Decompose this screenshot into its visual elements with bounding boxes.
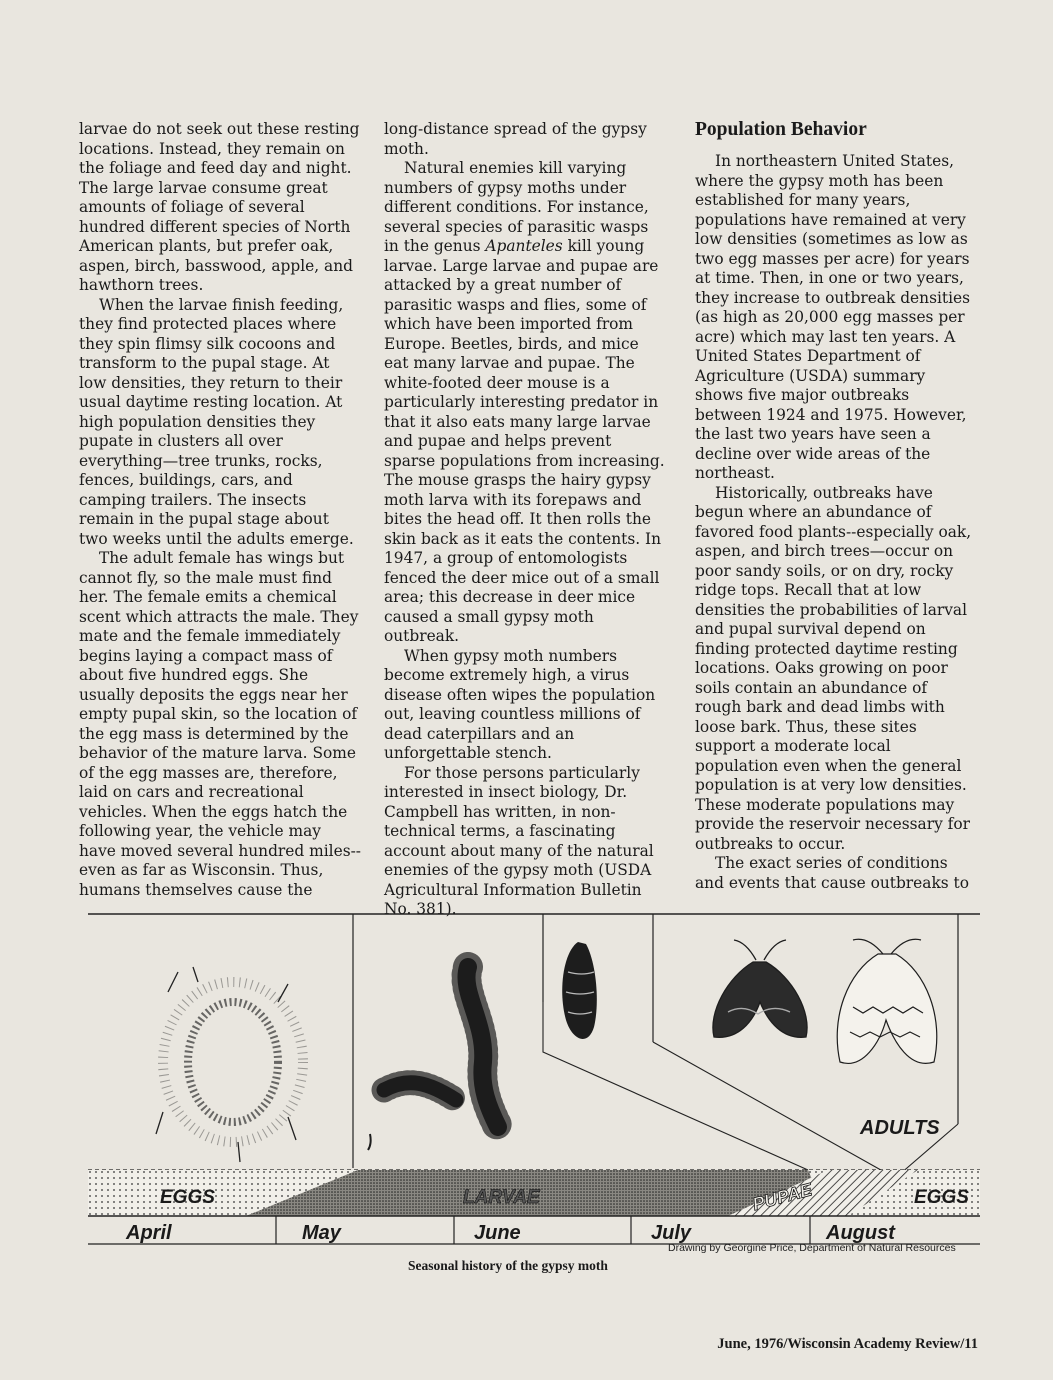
- stage-label-eggs-end: EGGS: [914, 1187, 969, 1208]
- month-label-june: June: [474, 1222, 521, 1244]
- month-label-may: May: [302, 1222, 341, 1244]
- paragraph: The adult female has wings but cannot fly, so the male must find her. The female emits a chemical scent which attracts the male. They mate and the female immediately begins laying a compact mass of about five hundred eggs. She usually deposits the eggs near her empty pupal skin, so the location of the egg mass is determined by the behavior of the mature larva. Some of the egg masses are, therefore, laid on cars and recreational vehicles. When the eggs hatch the following year, the vehicle may have moved several hundred miles--even as far as Wisconsin. Thus, humans themselves cause the: [79, 549, 361, 899]
- paragraph-enemies: [384, 159, 666, 647]
- section-heading: Population Behavior: [695, 119, 867, 140]
- column-left: [79, 120, 361, 900]
- stage-timeline-band: [88, 1170, 980, 1216]
- page-footer: June, 1976/Wisconsin Academy Review/11: [717, 1336, 978, 1352]
- figure-caption: Seasonal history of the gypsy moth: [408, 1258, 608, 1273]
- adult-female-moth-illustration: [837, 939, 937, 1063]
- column-right: [695, 118, 977, 893]
- column-middle: [384, 120, 666, 920]
- stage-label-adults: ADULTS: [860, 1117, 940, 1139]
- month-label-july: July: [651, 1222, 692, 1244]
- seasonal-history-diagram: [88, 912, 980, 1252]
- larvae-illustration: [368, 967, 498, 1150]
- adult-male-moth-illustration: [713, 940, 807, 1037]
- pupa-illustration: [562, 942, 597, 1039]
- genus-name: Apanteles: [485, 237, 563, 255]
- text-run: Natural enemies kill varying numbers of gypsy moths under different conditions. For instance, several species of parasitic wasps in the genus: [384, 159, 649, 255]
- paragraph: When gypsy moth numbers become extremely high, a virus disease often wipes the population out, leaving countless millions of dead caterpillars and an unforgettable stench.: [384, 646, 656, 762]
- paragraph: In northeastern United States, where the gypsy moth has been established for many years, populations have remained at very low densities (sometimes as low as two egg masses per acre) for years at time. Then, in one or two years, they increase to outbreak densities (as high as 20,000 egg masses per acre) which may last ten years. A United States Department of Agriculture (USDA) summary shows five major outbreaks between 1924 and 1975. However, the last two years have seen a decline over wide areas of the northeast.: [695, 152, 971, 482]
- paragraph: For those persons particularly interested in insect biology, Dr. Campbell has written, in non-technical terms, a fascinating account about many of the natural enemies of the gypsy moth (USDA Agricultural Information Bulletin No. 381).: [384, 763, 654, 918]
- month-axis: [88, 1216, 980, 1244]
- paragraph: long-distance spread of the gypsy moth.: [384, 120, 647, 158]
- figure-credit: Drawing by Georgine Price, Department of Natural Resources: [668, 1242, 956, 1254]
- stage-label-eggs-start: EGGS: [160, 1187, 215, 1208]
- paragraph: larvae do not seek out these resting locations. Instead, they remain on the foliage and feed day and night. The large larvae consume great amounts of foliage of several hundred different species of North American plants, but prefer oak, aspen, birch, basswood, apple, and hawthorn trees.: [79, 120, 360, 294]
- month-label-april: April: [126, 1222, 172, 1244]
- stage-label-pupae: PUPAE: [750, 1179, 815, 1215]
- month-label-august: August: [826, 1222, 895, 1244]
- seasonal-history-figure: [88, 912, 980, 1252]
- text-run: kill young larvae. Large larvae and pupae are attacked by a great number of parasitic wasps and flies, some of which have been imported from Europe. Beetles, birds, and mice eat many larvae and pupae. The white-footed deer mouse is a particularly interesting predator in that it also eats many large larvae and pupae and helps prevent sparse populations from increasing. The mouse grasps the hairy gypsy moth larva with its forepaws and bites the head off. It then rolls the skin back as it eats the contents. In 1947, a group of entomologists fenced the deer mice out of a small area; this decrease in deer mice caused a small gypsy moth outbreak.: [384, 237, 665, 645]
- egg-mass-illustration: [156, 967, 303, 1162]
- paragraph: The exact series of conditions and events that cause outbreaks to: [695, 854, 970, 892]
- paragraph: When the larvae finish feeding, they find protected places where they spin flimsy silk cocoons and transform to the pupal stage. At low densities, they return to their usual daytime resting location. At high population densities they pupate in clusters all over everything—tree trunks, rocks, fences, buildings, cars, and camping trailers. The insects remain in the pupal stage about two weeks until the adults emerge.: [79, 295, 354, 548]
- paragraph: Historically, outbreaks have begun where an abundance of favored food plants--especially oak, aspen, and birch trees—occur on poor sandy soils, or on dry, rocky ridge tops. Recall that at low densities the probabilities of larval and pupal survival depend on finding protected daytime resting locations. Oaks growing on poor soils contain an abundance of rough bark and dead limbs with loose bark. Thus, these sites support a moderate local population even when the general population is at very low densities. These moderate populations may provide the reservoir necessary for outbreaks to occur.: [695, 483, 972, 853]
- stage-label-larvae: LARVAE: [463, 1187, 540, 1208]
